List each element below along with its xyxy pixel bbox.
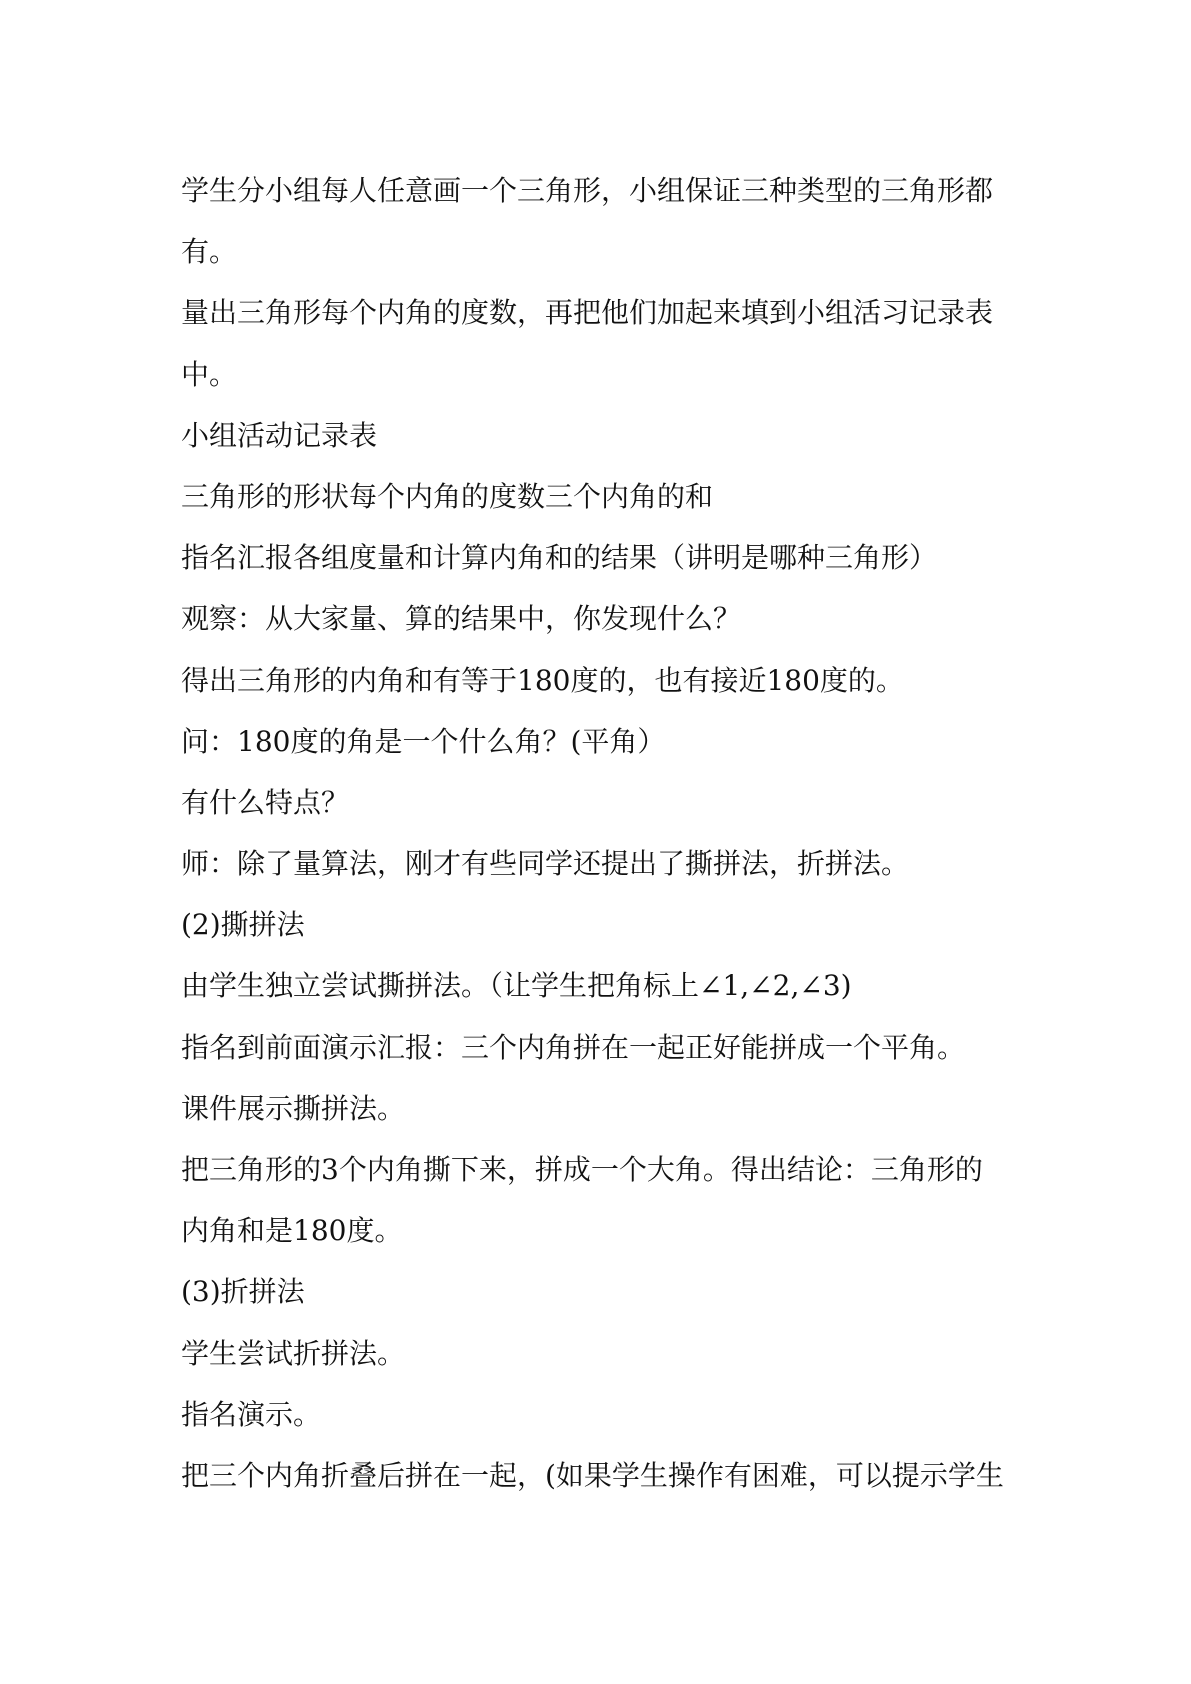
paragraph-line: 得出三角形的内角和有等于180度的，也有接近180度的。 xyxy=(181,663,904,697)
paragraph-line: 由学生独立尝试撕拼法。（让学生把角标上∠1,∠2,∠3) xyxy=(181,969,852,1003)
paragraph-line: 指名汇报各组度量和计算内角和的结果（讲明是哪种三角形） xyxy=(181,541,938,575)
paragraph-line: 学生分小组每人任意画一个三角形，小组保证三种类型的三角形都 xyxy=(181,174,994,207)
paragraph-line: 把三个内角折叠后拼在一起，(如果学生操作有困难，可以提示学生 xyxy=(181,1458,1004,1492)
section-heading: 小组活动记录表 xyxy=(181,418,378,452)
paragraph-line: 有什么特点？ xyxy=(181,785,350,819)
paragraph-line: 指名到前面演示汇报：三个内角拼在一起正好能拼成一个平角。 xyxy=(181,1030,966,1064)
paragraph-line: 师：除了量算法，刚才有些同学还提出了撕拼法，折拼法。 xyxy=(181,847,910,881)
paragraph-line: 中。 xyxy=(181,357,238,391)
table-header-line: 三角形的形状每个内角的度数三个内角的和 xyxy=(181,479,714,513)
paragraph-line: 学生尝试折拼法。 xyxy=(181,1336,406,1370)
paragraph-line: 指名演示。 xyxy=(181,1397,322,1431)
section-heading: (2)撕拼法 xyxy=(181,908,305,942)
paragraph-line: 内角和是180度。 xyxy=(181,1214,403,1248)
paragraph-line: 问：180度的角是一个什么角？(平角） xyxy=(181,724,666,758)
paragraph-line: 把三角形的3个内角撕下来，拼成一个大角。得出结论：三角形的 xyxy=(181,1153,983,1186)
paragraph-line: 有。 xyxy=(181,235,238,269)
paragraph-line: 观察：从大家量、算的结果中，你发现什么？ xyxy=(181,602,742,636)
section-heading: (3)折拼法 xyxy=(181,1275,305,1309)
document-body xyxy=(181,160,1021,1506)
paragraph-line: 课件展示撕拼法。 xyxy=(181,1091,406,1125)
paragraph-line: 量出三角形每个内角的度数，再把他们加起来填到小组活习记录表 xyxy=(181,296,994,330)
